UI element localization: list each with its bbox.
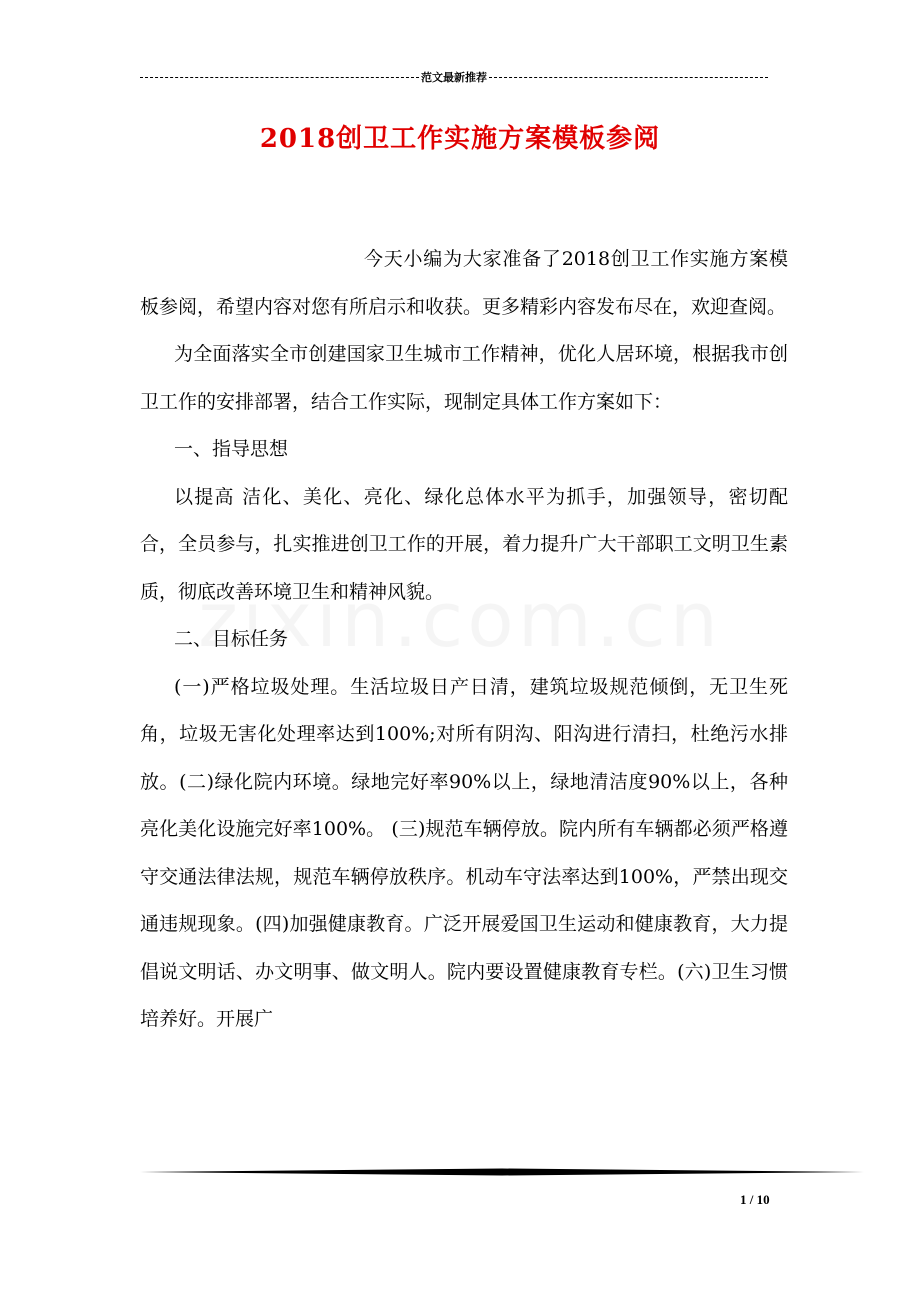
intro-paragraph: 今天小编为大家准备了2018创卫工作实施方案模板参阅，希望内容对您有所启示和收获。更多精彩内容发布尽在，欢迎查阅。 [140, 248, 788, 318]
header-label: 范文最新推荐 [421, 71, 487, 84]
section-paragraph: 以提高 洁化、美化、亮化、绿化总体水平为抓手，加强领导，密切配合，全员参与，扎实推进创卫工作的开展，着力提升广大干部职工文明卫生素质，彻底改善环境卫生和精神风貌。 [140, 485, 788, 603]
page-header [140, 68, 768, 86]
section-heading: 二、目标任务 [174, 628, 289, 650]
preface-paragraph: 为全面落实全市创建国家卫生城市工作精神，优化人居环境，根据我市创卫工作的安排部署，结合工作实际，现制定具体工作方案如下： [140, 343, 788, 413]
section-paragraph: (一)严格垃圾处理。生活垃圾日产日清，建筑垃圾规范倾倒，无卫生死角，垃圾无害化处理率达到100%;对所有阴沟、阳沟进行清扫，杜绝污水排放。(二)绿化院内环境。绿地完好率90%以上，绿地清洁度90%以上，各种亮化美化设施完好率100%。 (三)规范车辆停放。院内所有车辆都必须严格遵守交通法律法规，规范车辆停放秩序。机动车守法率达到100%，严禁出现交通违规现象。(四)加强健康教育。广泛开展爱国卫生运动和健康教育，大力提倡说文明话、办文明事、做文明人。院内要设置健康教育专栏。(六)卫生习惯培养好。开展广 [140, 675, 788, 1030]
document-body [140, 236, 788, 1044]
header-dash-left [140, 77, 419, 78]
document-title: 2018创卫工作实施方案模板参阅 [259, 124, 661, 154]
section-heading: 一、指导思想 [174, 438, 289, 460]
page-number: 1 / 10 [740, 1192, 770, 1207]
footer-rule [140, 1168, 864, 1176]
header-dash-right [489, 77, 768, 78]
